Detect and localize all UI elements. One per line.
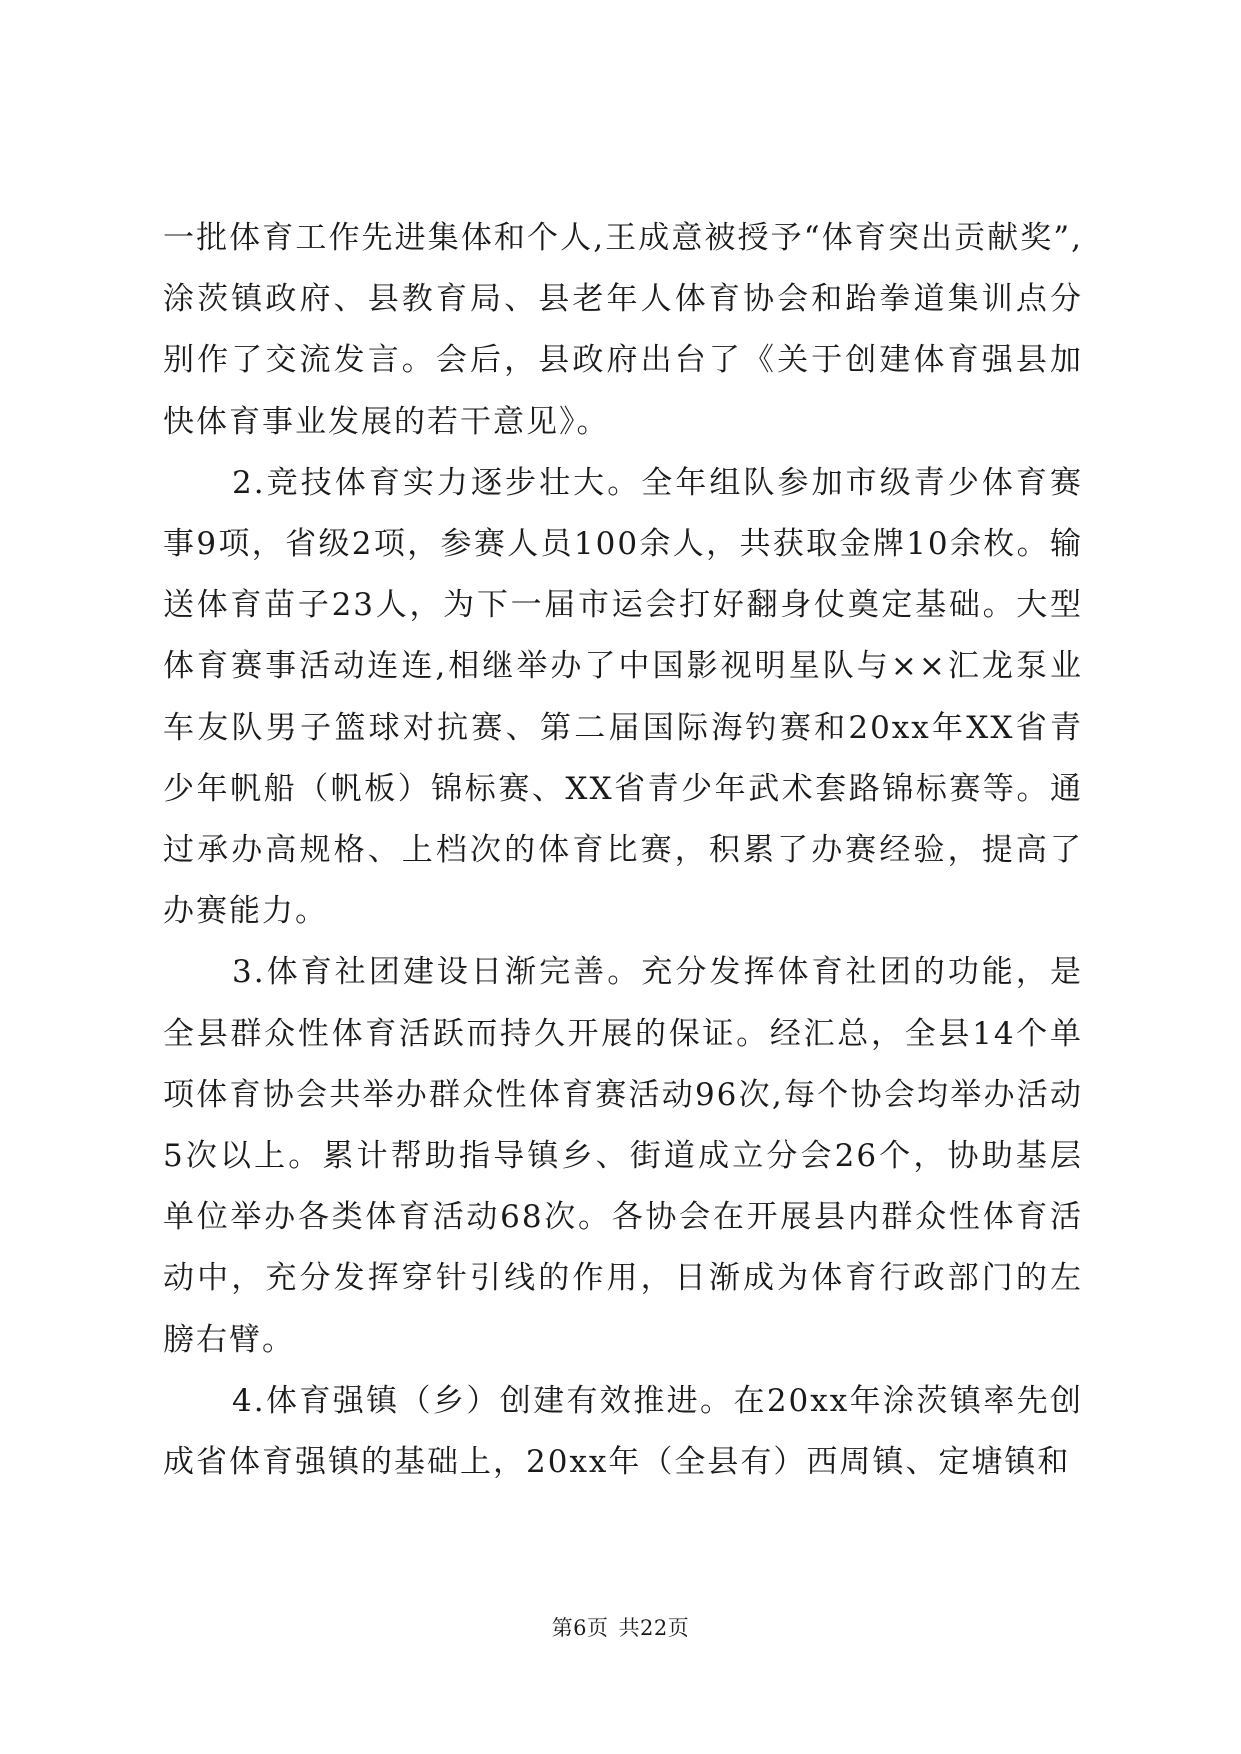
paragraph-competitive-sports: 2.竞技体育实力逐步壮大。全年组队参加市级青少体育赛事9项，省级2项，参赛人员100余人，共获取金牌10余枚。输送体育苗子23人，为下一届市运会打好翻身仗奠定基础。大型体育赛事活动连连,相继举办了中国影视明星队与××汇龙泵业车友队男子篮球对抗赛、第二届国际海钓赛和20xx年XX省青少年帆船（帆板）锦标赛、XX省青少年武术套路锦标赛等。通过承办高规格、上档次的体育比赛，积累了办赛经验，提高了办赛能力。 [163,464,1083,930]
page-number: 第6页 [551,1616,609,1640]
page-total: 共22页 [618,1616,690,1640]
paragraph-sports-associations: 3.体育社团建设日渐完善。充分发挥体育社团的功能，是全县群众性体育活跃而持久开展的保证。经汇总，全县14个单项体育协会共举办群众性体育赛活动96次,每个协会均举办活动5次以上。累计帮助指导镇乡、街道成立分会26个，协助基层单位举办各类体育活动68次。各协会在开展县内群众性体育活动中，充分发挥穿针引线的作用，日渐成为体育行政部门的左膀右臂。 [163,954,1083,1358]
page-footer [0,1614,1241,1642]
paragraph-continuation: 一批体育工作先进集体和个人,王成意被授予“体育突出贡献奖”,涂茨镇政府、县教育局、县老年人体育协会和跆拳道集训点分别作了交流发言。会后，县政府出台了《关于创建体育强县加快体育事业发展的若干意见》。 [163,220,1083,440]
document-body [163,208,1083,1493]
paragraph-sports-towns: 4.体育强镇（乡）创建有效推进。在20xx年涂茨镇率先创成省体育强镇的基础上，20xx年（全县有）西周镇、定塘镇和 [163,1382,1083,1481]
